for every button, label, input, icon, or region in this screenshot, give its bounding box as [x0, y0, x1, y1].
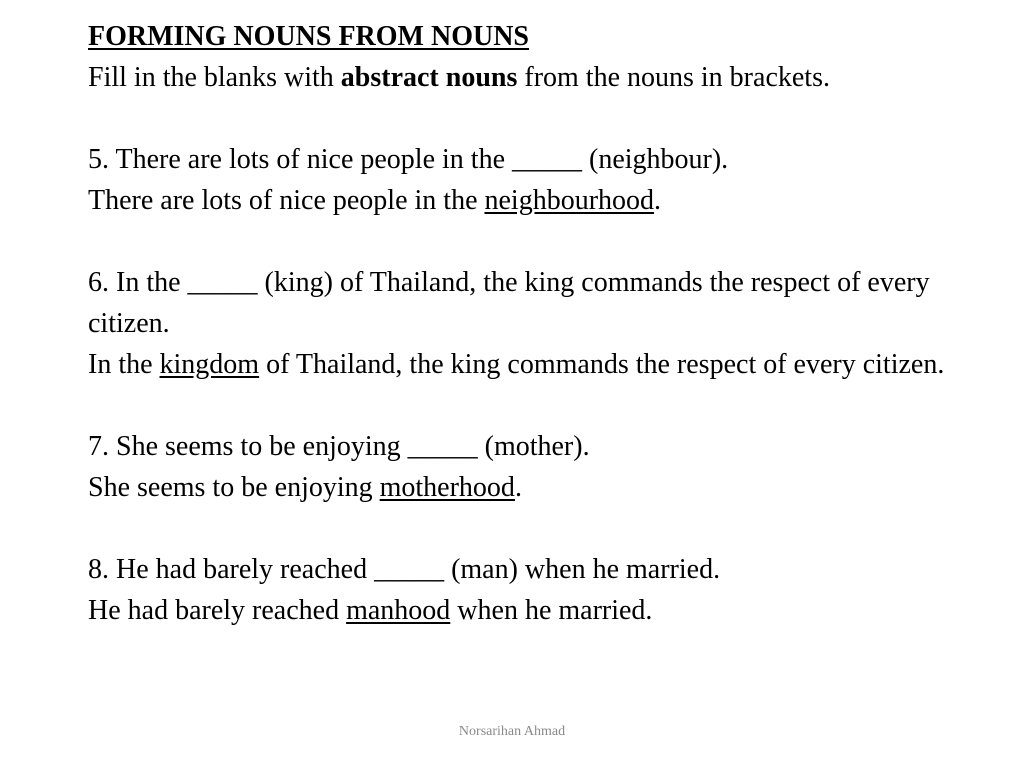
question: 6. In the _____ (king) of Thailand, the king commands the respect of every citizen. [88, 267, 930, 339]
author-footer: Norsarihan Ahmad [458, 724, 566, 739]
instruction-text-before: Fill in the blanks with [88, 62, 341, 93]
spacer [88, 508, 988, 549]
exercise-item-5 [88, 139, 988, 221]
answer-text-before: He had barely reached [88, 595, 347, 626]
exercise-item-6 [88, 262, 988, 385]
question: 8. He had barely reached _____ (man) when he married. [88, 554, 721, 585]
spacer [88, 221, 988, 262]
slide-content [88, 16, 988, 631]
answer [88, 590, 988, 631]
answer-word: kingdom [159, 349, 260, 380]
answer-text-before: In the [88, 349, 160, 380]
answer [88, 344, 988, 385]
answer-word: neighbourhood [484, 185, 655, 216]
question: 7. She seems to be enjoying _____ (mother). [88, 431, 590, 462]
spacer [88, 98, 988, 139]
answer [88, 467, 988, 508]
answer-text-before: She seems to be enjoying [88, 472, 380, 503]
spacer [88, 385, 988, 426]
slide-title: FORMING NOUNS FROM NOUNS [88, 21, 529, 52]
exercise-item-7 [88, 426, 988, 508]
answer [88, 180, 988, 221]
answer-text-before: There are lots of nice people in the [88, 185, 485, 216]
answer-word: manhood [346, 595, 451, 626]
instruction [88, 57, 988, 98]
answer-text-after: when he married. [450, 595, 653, 626]
answer-text-after: . [514, 472, 522, 503]
answer-word: motherhood [379, 472, 515, 503]
answer-text-after: of Thailand, the king commands the respect of every citizen. [259, 349, 945, 380]
answer-text-after: . [654, 185, 662, 216]
exercise-item-8 [88, 549, 988, 631]
instruction-bold-text: abstract nouns [340, 62, 518, 93]
question: 5. There are lots of nice people in the _____ (neighbour). [88, 144, 729, 175]
instruction-text-after: from the nouns in brackets. [517, 62, 830, 93]
